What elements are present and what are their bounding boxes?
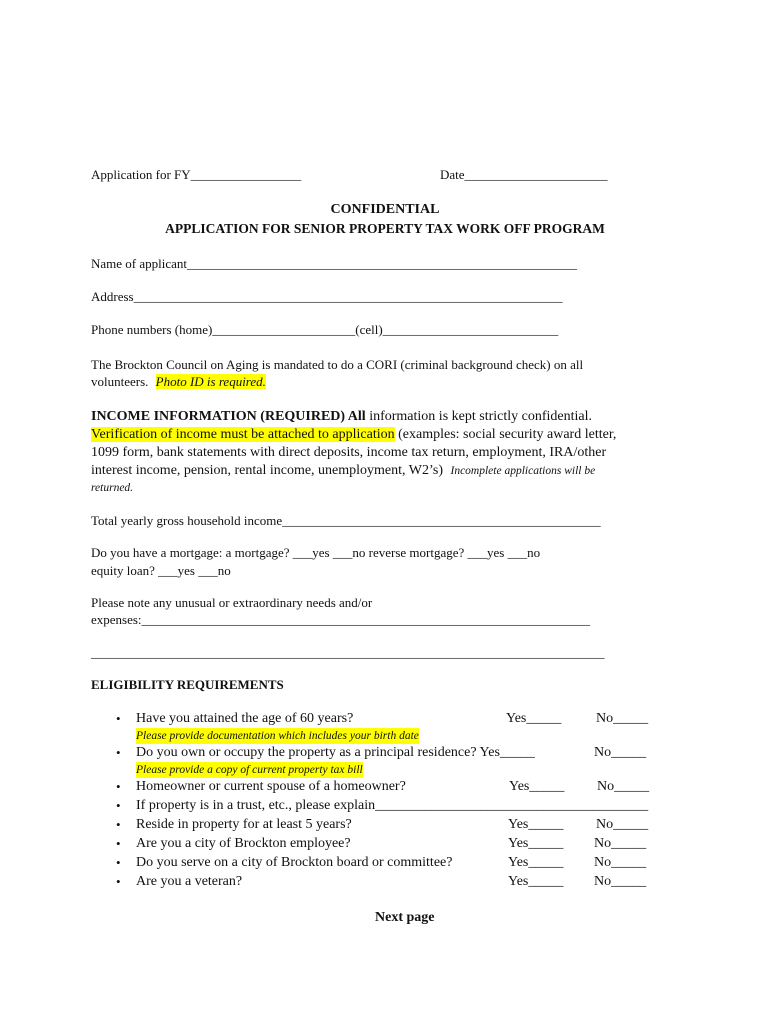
cori-notice: The Brockton Council on Aging is mandated to do a CORI (criminal background check) on all [91,357,584,372]
income-heading: INCOME INFORMATION (REQUIRED) All [91,409,366,424]
board-committee-yes-field[interactable]: Yes_____ [508,855,564,870]
cori-notice-line2 [91,374,266,390]
veteran-yes-field[interactable]: Yes_____ [508,874,564,889]
expenses-field-line2[interactable]: _______________________________________________________________________________ [91,645,605,660]
homeowner-no-field[interactable]: No_____ [597,779,650,794]
homeowner-yes-field[interactable]: Yes_____ [509,779,565,794]
expenses-field[interactable]: expenses:_____________________________________________________________________ [91,612,591,627]
question-city-employee: Are you a city of Brockton employee? [136,836,351,851]
bullet-icon: • [116,779,121,794]
principal-residence-no-field[interactable]: No_____ [594,745,647,760]
income-confidential-text: information is kept strictly confidential. [365,409,592,424]
phone-numbers-field[interactable]: Phone numbers (home)______________________(cell)___________________________ [91,322,559,337]
address-field[interactable]: Address__________________________________________________________________ [91,289,563,304]
income-verification-line [91,427,616,443]
mortgage-question[interactable]: Do you have a mortgage: a mortgage? ___yes ___no reverse mortgage? ___yes ___no [91,545,541,560]
question-age-60: Have you attained the age of 60 years? [136,711,354,726]
question-board-committee: Do you serve on a city of Brockton board or committee? [136,855,453,870]
needs-prompt: Please note any unusual or extraordinary needs and/or [91,595,373,610]
next-page-label: Next page [375,910,435,925]
tax-bill-copy-note: Please provide a copy of current property tax bill [136,764,363,776]
birth-date-documentation-note: Please provide documentation which includes your birth date [136,730,419,742]
age-60-yes-field[interactable]: Yes_____ [506,711,562,726]
incomplete-applications-note: Incomplete applications will be [450,465,596,477]
city-employee-yes-field[interactable]: Yes_____ [508,836,564,851]
question-homeowner-spouse: Homeowner or current spouse of a homeowner? [136,779,406,794]
cori-volunteers-text: volunteers. [91,374,149,389]
bullet-icon: • [116,836,121,851]
bullet-icon: • [116,745,121,760]
confidential-heading: CONFIDENTIAL [330,202,440,217]
eligibility-heading: ELIGIBILITY REQUIREMENTS [91,677,284,692]
income-examples-line3: 1099 form, bank statements with direct deposits, income tax return, employment, IRA/other [91,445,607,460]
bullet-icon: • [116,798,121,813]
veteran-no-field[interactable]: No_____ [594,874,647,889]
bullet-icon: • [116,874,121,889]
reside-5-years-yes-field[interactable]: Yes_____ [508,817,564,832]
incomplete-applications-note-end: returned. [91,482,134,494]
bullet-icon: • [116,711,121,726]
reside-5-years-no-field[interactable]: No_____ [596,817,649,832]
board-committee-no-field[interactable]: No_____ [594,855,647,870]
page-title: APPLICATION FOR SENIOR PROPERTY TAX WORK OFF PROGRAM [165,221,605,236]
bullet-icon: • [116,817,121,832]
trust-explanation-field[interactable]: If property is in a trust, etc., please explain_______________________________________ [136,798,649,813]
date-field[interactable]: Date______________________ [440,167,608,182]
gross-income-field[interactable]: Total yearly gross household income_________________________________________________ [91,513,601,528]
income-examples-line4 [91,463,595,479]
city-employee-no-field[interactable]: No_____ [594,836,647,851]
income-examples-line4-text: interest income, pension, rental income, unemployment, W2’s) [91,463,443,478]
equity-loan-question[interactable]: equity loan? ___yes ___no [91,563,231,578]
income-verification-note: Verification of income must be attached to application [91,427,395,442]
bullet-icon: • [116,855,121,870]
question-reside-5-years: Reside in property for at least 5 years? [136,817,352,832]
age-60-no-field[interactable]: No_____ [596,711,649,726]
question-principal-residence[interactable]: Do you own or occupy the property as a principal residence? Yes_____ [136,745,535,760]
income-heading-line [91,409,592,425]
question-veteran: Are you a veteran? [136,874,243,889]
applicant-name-field[interactable]: Name of applicant____________________________________________________________ [91,256,578,271]
fiscal-year-field[interactable]: Application for FY_________________ [91,167,302,182]
photo-id-required-note: Photo ID is required. [155,374,266,389]
income-examples-text: (examples: social security award letter, [394,427,617,442]
